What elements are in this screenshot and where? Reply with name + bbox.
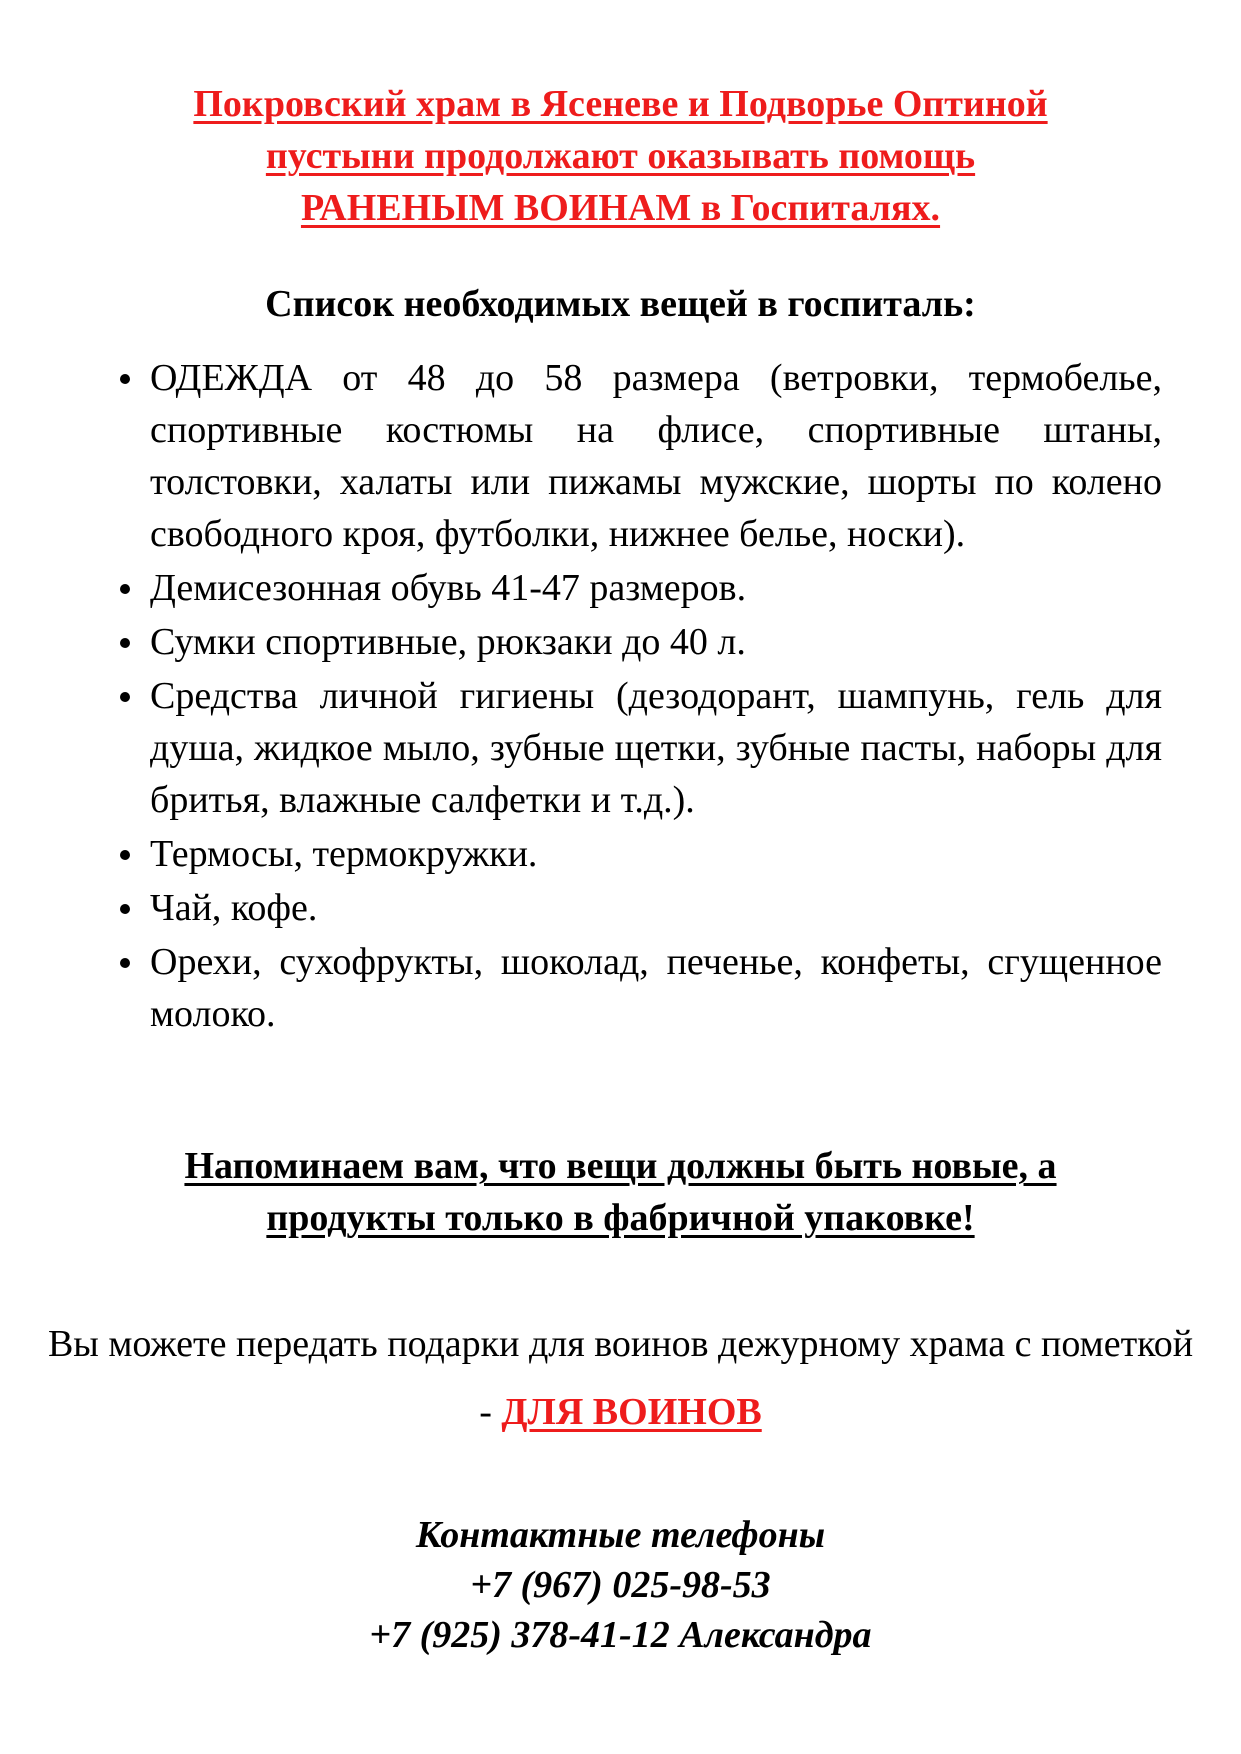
list-item-text: Орехи, сухофрукты, шоколад, печенье, конфеты, сгущенное молоко. bbox=[150, 941, 1162, 1035]
bullet-icon bbox=[120, 904, 130, 914]
list-item-text: ОДЕЖДА от 48 до 58 размера (ветровки, термобелье, спортивные костюмы на флисе, спортивные штаны, толстовки, халаты или пижамы мужские, шорты по колено свободного кроя, футболки, нижнее белье, носки). bbox=[150, 357, 1162, 555]
bullet-icon bbox=[120, 584, 130, 594]
list-item bbox=[100, 352, 1162, 560]
transfer-text: Вы можете передать подарки для воинов дежурному храма с пометкой - bbox=[47, 1323, 1194, 1433]
bullet-icon bbox=[120, 374, 130, 384]
reminder-line-1: Напоминаем вам, что вещи должны быть новые, а bbox=[184, 1145, 1057, 1187]
list-item bbox=[100, 616, 1162, 668]
transfer-mark: ДЛЯ ВОИНОВ bbox=[501, 1391, 762, 1433]
bullet-icon bbox=[120, 850, 130, 860]
bullet-icon bbox=[120, 692, 130, 702]
reminder-notice bbox=[100, 1140, 1141, 1244]
list-item-text: Чай, кофе. bbox=[150, 887, 318, 929]
list-item-text: Термосы, термокружки. bbox=[150, 833, 538, 875]
bullet-icon bbox=[120, 638, 130, 648]
contacts-block bbox=[100, 1510, 1141, 1660]
contacts-title: Контактные телефоны bbox=[415, 1514, 826, 1556]
needed-items-list bbox=[100, 352, 1162, 1042]
contact-phone-2: +7 (925) 378-41-12 Александра bbox=[369, 1614, 872, 1656]
list-item-text: Демисезонная обувь 41-47 размеров. bbox=[150, 567, 747, 609]
heading-line-1: Покровский храм в Ясеневе и Подворье Оптиной bbox=[193, 83, 1048, 125]
transfer-instructions bbox=[40, 1310, 1201, 1446]
heading-line-3: РАНЕНЫМ ВОИНАМ в Госпиталях. bbox=[300, 187, 941, 229]
bullet-icon bbox=[120, 958, 130, 968]
reminder-line-2: продукты только в фабричной упаковке! bbox=[266, 1197, 975, 1239]
contact-phone-1: +7 (967) 025-98-53 bbox=[470, 1564, 771, 1606]
list-item bbox=[100, 670, 1162, 826]
list-item bbox=[100, 562, 1162, 614]
list-item bbox=[100, 882, 1162, 934]
announcement-heading bbox=[100, 78, 1141, 234]
list-item bbox=[100, 828, 1162, 880]
list-item-text: Средства личной гигиены (дезодорант, шампунь, гель для душа, жидкое мыло, зубные щетки, зубные пасты, наборы для бритья, влажные салфетки и т.д.). bbox=[150, 675, 1162, 821]
list-item-text: Сумки спортивные, рюкзаки до 40 л. bbox=[150, 621, 746, 663]
heading-line-2: пустыни продолжают оказывать помощь bbox=[265, 135, 976, 177]
list-item bbox=[100, 936, 1162, 1040]
list-title: Список необходимых вещей в госпиталь: bbox=[265, 283, 976, 325]
